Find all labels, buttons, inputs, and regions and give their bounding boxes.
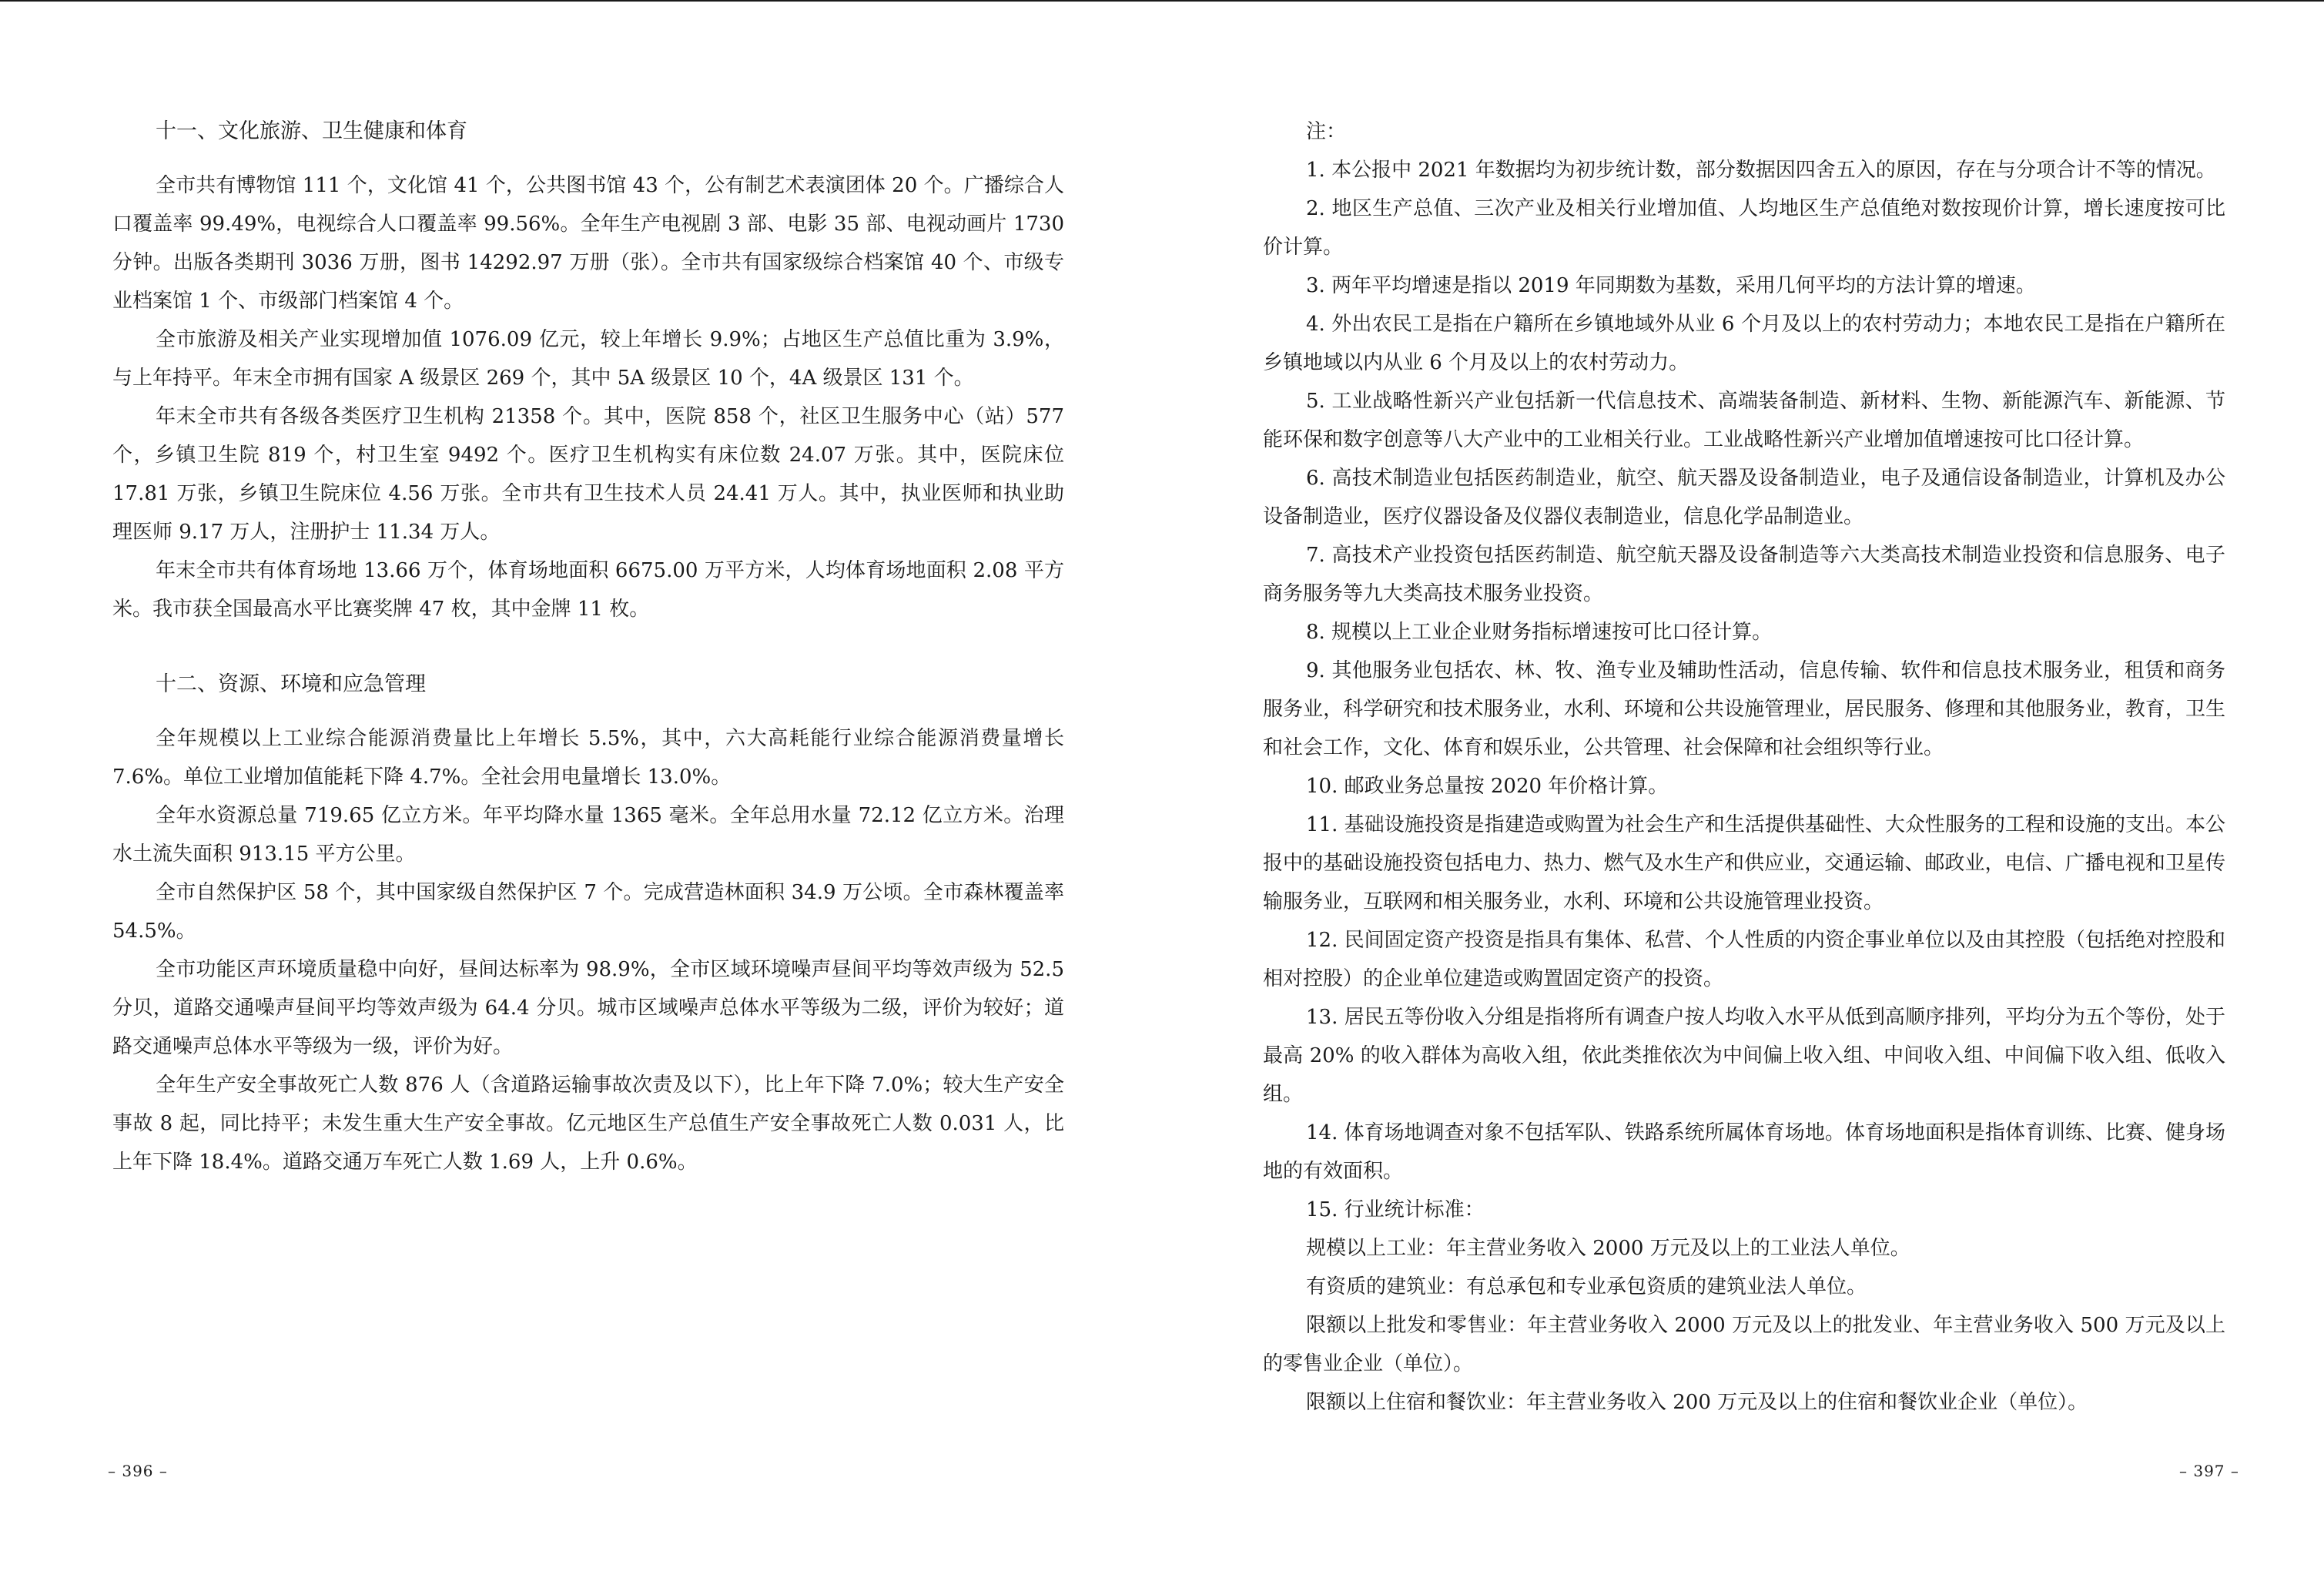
note-item: 10. 邮政业务总量按 2020 年价格计算。	[1306, 775, 1669, 798]
note-standard-item: 规模以上工业：年主营业务收入 2000 万元及以上的工业法人单位。	[1306, 1237, 1910, 1260]
section-12-paragraph: 全年生产安全事故死亡人数 876 人（含道路运输事故次责及以下），比上年下降 7.0%；较大生产安全事故 8 起，同比持平；未发生重大生产安全事故。亿元地区生产总值生产安全事故死亡人数 0.031 人，比上年下降 18.4%。道路交通万车死亡人数 1.69 人，上升 0.6%。	[112, 1074, 1064, 1174]
page-number-left: – 396 –	[108, 1462, 168, 1480]
note-item: 15. 行业统计标准：	[1306, 1198, 1485, 1221]
section-11-paragraph: 年末全市共有各级各类医疗卫生机构 21358 个。其中，医院 858 个，社区卫生服务中心（站）577 个，乡镇卫生院 819 个，村卫生室 9492 个。医疗卫生机构实有床位数 24.07 万张。其中，医院床位 17.81 万张，乡镇卫生院床位 4.56 万张。全市共有卫生技术人员 24.41 万人。其中，执业医师和执业助理医师 9.17 万人，注册护士 11.34 万人。	[112, 405, 1064, 544]
note-item: 5. 工业战略性新兴产业包括新一代信息技术、高端装备制造、新材料、生物、新能源汽车、新能源、节能环保和数字创意等八大产业中的工业相关行业。工业战略性新兴产业增加值增速按可比口径计算。	[1263, 390, 2225, 451]
page-number-right: – 397 –	[2179, 1462, 2239, 1480]
note-item: 9. 其他服务业包括农、林、牧、渔专业及辅助性活动，信息传输、软件和信息技术服务业，租赁和商务服务业，科学研究和技术服务业，水利、环境和公共设施管理业，居民服务、修理和其他服务业，教育，卫生和社会工作，文化、体育和娱乐业，公共管理、社会保障和社会组织等行业。	[1263, 659, 2225, 759]
section-12-paragraph: 全市自然保护区 58 个，其中国家级自然保护区 7 个。完成营造林面积 34.9 万公顷。全市森林覆盖率 54.5%。	[112, 881, 1064, 943]
note-item: 4. 外出农民工是指在户籍所在乡镇地域外从业 6 个月及以上的农村劳动力；本地农民工是指在户籍所在乡镇地域以内从业 6 个月及以上的农村劳动力。	[1263, 313, 2225, 374]
right-page	[1162, 0, 2324, 1588]
note-item: 8. 规模以上工业企业财务指标增速按可比口径计算。	[1306, 621, 1773, 644]
note-item: 11. 基础设施投资是指建造或购置为社会生产和生活提供基础性、大众性服务的工程和设施的支出。本公报中的基础设施投资包括电力、热力、燃气及水生产和供应业，交通运输、邮政业，电信、广播电视和卫星传输服务业，互联网和相关服务业，水利、环境和公共设施管理业投资。	[1263, 813, 2225, 913]
note-standard-item: 限额以上住宿和餐饮业：年主营业务收入 200 万元及以上的住宿和餐饮业企业（单位）。	[1306, 1391, 2088, 1414]
note-item: 1. 本公报中 2021 年数据均为初步统计数，部分数据因四舍五入的原因，存在与分项合计不等的情况。	[1306, 159, 2216, 182]
note-item: 7. 高技术产业投资包括医药制造、航空航天器及设备制造等六大类高技术制造业投资和信息服务、电子商务服务等九大类高技术服务业投资。	[1263, 544, 2225, 605]
section-12-heading: 十二、资源、环境和应急管理	[156, 672, 426, 696]
section-12-paragraph: 全市功能区声环境质量稳中向好，昼间达标率为 98.9%，全市区域环境噪声昼间平均等效声级为 52.5 分贝，道路交通噪声昼间平均等效声级为 64.4 分贝。城市区域噪声总体水平等级为二级，评价为较好；道路交通噪声总体水平等级为一级，评价为好。	[112, 958, 1064, 1058]
section-12-paragraph: 全年规模以上工业综合能源消费量比上年增长 5.5%，其中，六大高耗能行业综合能源消费量增长 7.6%。单位工业增加值能耗下降 4.7%。全社会用电量增长 13.0%。	[112, 727, 1064, 789]
note-item: 2. 地区生产总值、三次产业及相关行业增加值、人均地区生产总值绝对数按现价计算，增长速度按可比价计算。	[1263, 197, 2225, 259]
section-11-paragraph: 年末全市共有体育场地 13.66 万个，体育场地面积 6675.00 万平方米，人均体育场地面积 2.08 平方米。我市获全国最高水平比赛奖牌 47 枚，其中金牌 11 枚。	[112, 559, 1064, 621]
note-item: 3. 两年平均增速是指以 2019 年同期数为基数，采用几何平均的方法计算的增速。	[1306, 274, 2036, 297]
note-standard-item: 限额以上批发和零售业：年主营业务收入 2000 万元及以上的批发业、年主营业务收入 500 万元及以上的零售业企业（单位）。	[1263, 1314, 2225, 1375]
notes-heading: 注：	[1306, 120, 1347, 143]
note-item: 12. 民间固定资产投资是指具有集体、私营、个人性质的内资企事业单位以及由其控股（包括绝对控股和相对控股）的企业单位建造或购置固定资产的投资。	[1263, 929, 2225, 990]
section-11-paragraph: 全市共有博物馆 111 个，文化馆 41 个，公共图书馆 43 个，公有制艺术表演团体 20 个。广播综合人口覆盖率 99.49%，电视综合人口覆盖率 99.56%。全年生产电视剧 3 部、电影 35 部、电视动画片 1730 分钟。出版各类期刊 3036 万册，图书 14292.97 万册（张）。全市共有国家级综合档案馆 40 个、市级专业档案馆 1 个、市级部门档案馆 4 个。	[112, 174, 1064, 313]
section-11-paragraph: 全市旅游及相关产业实现增加值 1076.09 亿元，较上年增长 9.9%；占地区生产总值比重为 3.9%，与上年持平。年末全市拥有国家 A 级景区 269 个，其中 5A 级景区 10 个，4A 级景区 131 个。	[112, 328, 1064, 390]
note-standard-item: 有资质的建筑业：有总承包和专业承包资质的建筑业法人单位。	[1306, 1275, 1867, 1298]
section-11-heading: 十一、文化旅游、卫生健康和体育	[156, 119, 467, 143]
right-page-body	[1263, 112, 2225, 1422]
section-12-paragraph: 全年水资源总量 719.65 亿立方米。年平均降水量 1365 毫米。全年总用水量 72.12 亿立方米。治理水土流失面积 913.15 平方公里。	[112, 804, 1064, 866]
note-item: 6. 高技术制造业包括医药制造业，航空、航天器及设备制造业，电子及通信设备制造业，计算机及办公设备制造业，医疗仪器设备及仪器仪表制造业，信息化学品制造业。	[1263, 467, 2225, 528]
note-item: 14. 体育场地调查对象不包括军队、铁路系统所属体育场地。体育场地面积是指体育训练、比赛、健身场地的有效面积。	[1263, 1121, 2225, 1183]
left-page-body	[112, 112, 1064, 1181]
note-item: 13. 居民五等份收入分组是指将所有调查户按人均收入水平从低到高顺序排列，平均分为五个等份，处于最高 20% 的收入群体为高收入组，依此类推依次为中间偏上收入组、中间收入组、中间偏下收入组、低收入组。	[1263, 1006, 2225, 1106]
